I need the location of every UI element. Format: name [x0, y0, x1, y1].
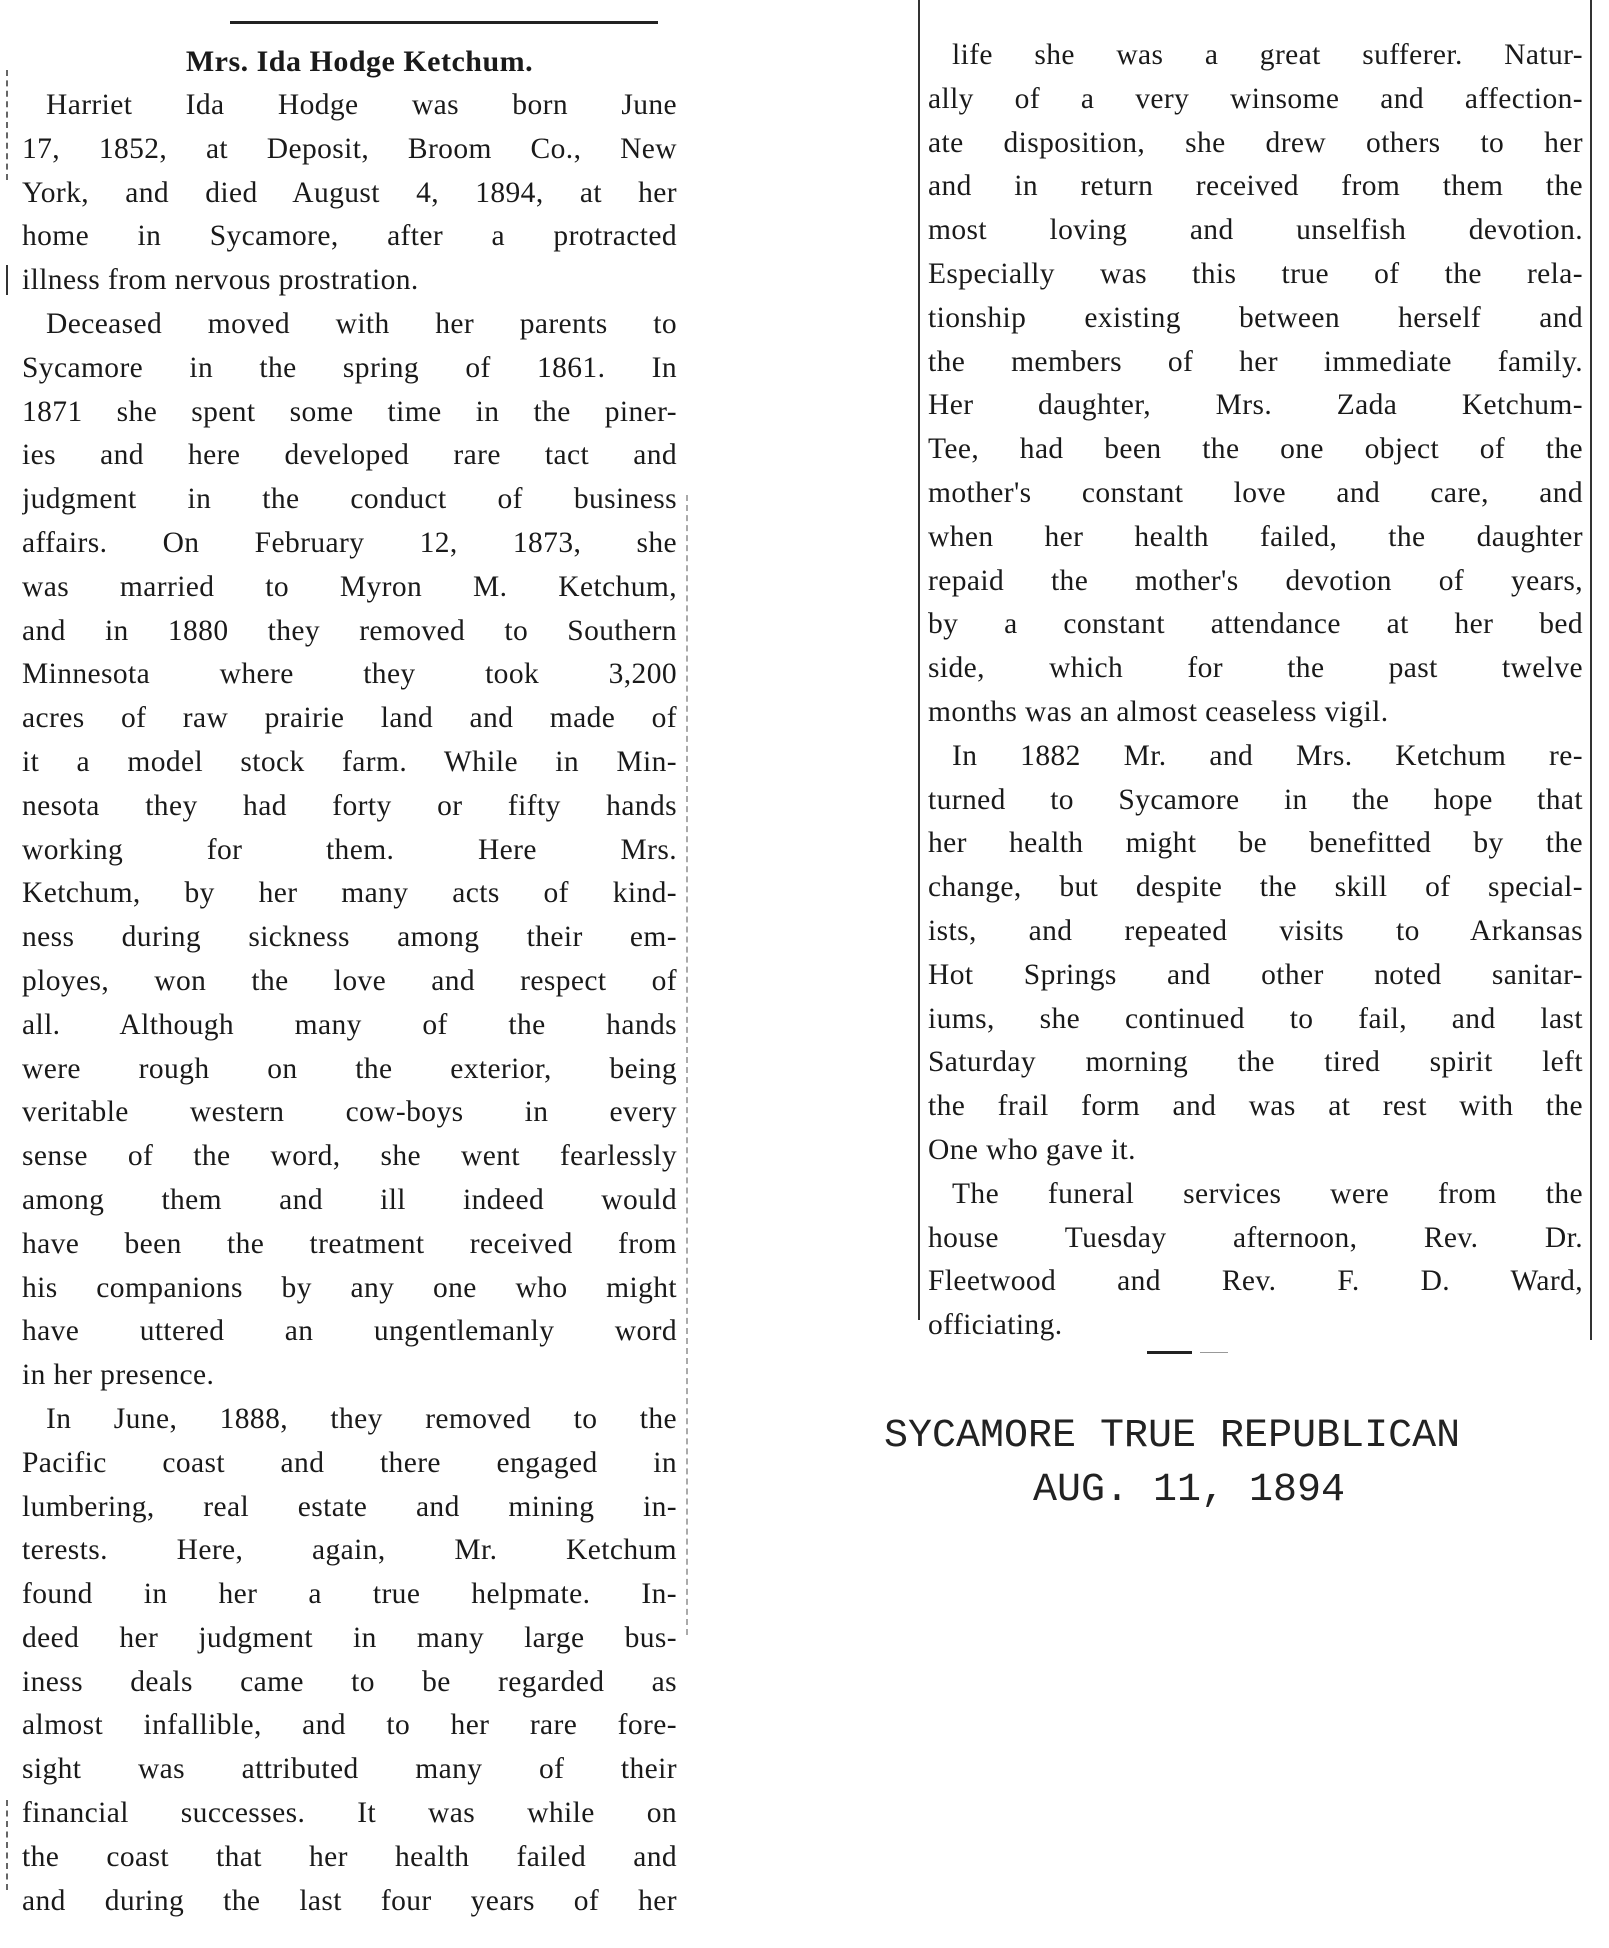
left-margin-rule	[6, 265, 8, 295]
text-line: ally of a very winsome and affection-	[928, 82, 1583, 115]
text-line: Pacific coast and there engaged in	[22, 1446, 677, 1479]
text-line: iums, she continued to fail, and last	[928, 1002, 1583, 1035]
text-line: most loving and unselfish devotion.	[928, 214, 1583, 247]
text-line: sight was attributed many of their	[22, 1753, 677, 1786]
text-line: side, which for the past twelve	[928, 652, 1583, 685]
text-line: deed her judgment in many large bus-	[22, 1621, 677, 1654]
right-column	[928, 34, 1583, 1348]
left-column-body	[22, 84, 677, 1923]
text-line: and in return received from them the	[928, 170, 1583, 203]
text-line: house Tuesday afternoon, Rev. Dr.	[928, 1221, 1583, 1254]
text-line: months was an almost ceaseless vigil.	[928, 695, 1389, 728]
text-line: found in her a true helpmate. In-	[22, 1578, 677, 1611]
text-line: lumbering, real estate and mining in-	[22, 1490, 677, 1523]
text-line: have uttered an ungentlemanly word	[22, 1315, 677, 1348]
text-line: have been the treatment received from	[22, 1227, 677, 1260]
text-line: In 1882 Mr. and Mrs. Ketchum re-	[952, 739, 1583, 772]
text-line: when her health failed, the daughter	[928, 520, 1583, 553]
text-line: York, and died August 4, 1894, at her	[22, 176, 677, 209]
text-line: officiating.	[928, 1309, 1063, 1342]
text-line: sense of the word, she went fearlessly	[22, 1140, 677, 1173]
text-line: tionship existing between herself and	[928, 301, 1583, 334]
text-line: iness deals came to be regarded as	[22, 1665, 677, 1698]
top-rule	[230, 21, 658, 24]
text-line: acres of raw prairie land and made of	[22, 702, 677, 735]
text-line: and during the last four years of her	[22, 1884, 677, 1917]
text-line: the coast that her health failed and	[22, 1840, 677, 1873]
text-line: was married to Myron M. Ketchum,	[22, 570, 677, 603]
text-line: illness from nervous prostration.	[22, 264, 419, 297]
text-line: were rough on the exterior, being	[22, 1052, 677, 1085]
text-line: 1871 she spent some time in the piner-	[22, 395, 677, 428]
text-line: repaid the mother's devotion of years,	[928, 564, 1583, 597]
text-line: Harriet Ida Hodge was born June	[46, 89, 677, 121]
end-rule	[1147, 1351, 1192, 1354]
date-stamp: AUG. 11, 1894	[1033, 1468, 1346, 1513]
text-line: veritable western cow-boys in every	[22, 1096, 677, 1129]
end-rule-faint	[1200, 1352, 1228, 1353]
text-line: ies and here developed rare tact and	[22, 439, 677, 472]
text-line: it a model stock farm. While in Min-	[22, 745, 677, 778]
text-line: mother's constant love and care, and	[928, 476, 1583, 509]
text-line: ness during sickness among their em-	[22, 921, 677, 954]
text-line: the members of her immediate family.	[928, 345, 1583, 378]
text-line: terests. Here, again, Mr. Ketchum	[22, 1534, 677, 1567]
text-line: change, but despite the skill of special-	[928, 871, 1583, 904]
left-margin-rule	[6, 1800, 8, 1890]
article-title: Mrs. Ida Hodge Ketchum.	[185, 45, 534, 78]
left-margin-rule	[6, 70, 8, 180]
text-line: Deceased moved with her parents to	[46, 307, 677, 340]
text-line: life she was a great sufferer. Natur-	[952, 39, 1583, 71]
text-line: Her daughter, Mrs. Zada Ketchum-	[928, 389, 1583, 422]
text-line: Saturday morning the tired spirit left	[928, 1046, 1583, 1079]
text-line: Ketchum, by her many acts of kind-	[22, 877, 677, 910]
right-column-left-rule	[918, 0, 920, 1320]
text-line: Especially was this true of the rela-	[928, 257, 1583, 290]
text-line: The funeral services were from the	[952, 1177, 1583, 1210]
text-line: Minnesota where they took 3,200	[22, 658, 677, 691]
text-line: In June, 1888, they removed to the	[46, 1402, 677, 1435]
text-line: ists, and repeated visits to Arkansas	[928, 914, 1583, 947]
text-line: the frail form and was at rest with the	[928, 1090, 1583, 1123]
text-line: among them and ill indeed would	[22, 1183, 677, 1216]
newspaper-stamp: SYCAMORE TRUE REPUBLICAN	[884, 1414, 1461, 1459]
text-line: financial successes. It was while on	[22, 1797, 677, 1830]
text-line: turned to Sycamore in the hope that	[928, 783, 1583, 816]
text-line: Fleetwood and Rev. F. D. Ward,	[928, 1265, 1583, 1298]
text-line: judgment in the conduct of business	[22, 483, 677, 516]
text-line: Sycamore in the spring of 1861. In	[22, 351, 677, 384]
text-line: by a constant attendance at her bed	[928, 608, 1583, 641]
text-line: ployes, won the love and respect of	[22, 964, 677, 997]
column-divider	[686, 495, 688, 1635]
text-line: all. Although many of the hands	[22, 1008, 677, 1041]
text-line: her health might be benefitted by the	[928, 827, 1583, 860]
text-line: Hot Springs and other noted sanitar-	[928, 958, 1583, 991]
text-line: home in Sycamore, after a protracted	[22, 220, 677, 253]
text-line: One who gave it.	[928, 1133, 1136, 1166]
text-line: working for them. Here Mrs.	[22, 833, 677, 866]
text-line: affairs. On February 12, 1873, she	[22, 526, 677, 559]
text-line: almost infallible, and to her rare fore-	[22, 1709, 677, 1742]
left-column	[22, 40, 677, 1923]
right-column-body	[928, 34, 1583, 1348]
text-line: Tee, had been the one object of the	[928, 433, 1583, 466]
text-line: and in 1880 they removed to Southern	[22, 614, 677, 647]
right-column-right-rule	[1590, 0, 1592, 1340]
text-line: nesota they had forty or fifty hands	[22, 789, 677, 822]
text-line: in her presence.	[22, 1359, 215, 1392]
text-line: 17, 1852, at Deposit, Broom Co., New	[22, 132, 677, 165]
text-line: ate disposition, she drew others to her	[928, 126, 1583, 159]
text-line: his companions by any one who might	[22, 1271, 677, 1304]
